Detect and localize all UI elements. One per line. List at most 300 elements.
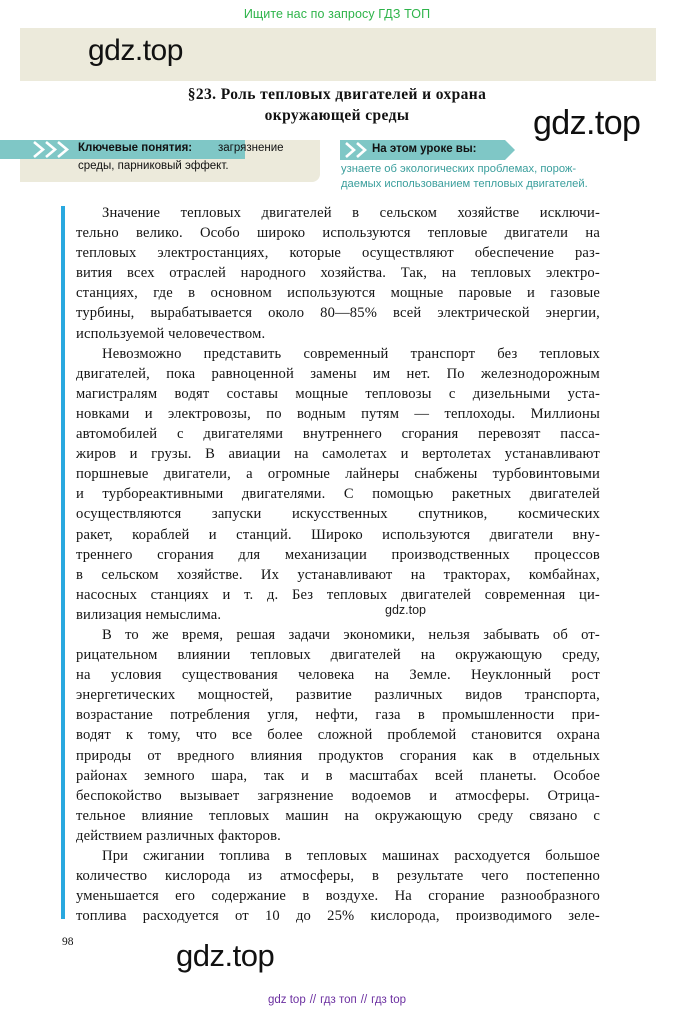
word: жиров: [76, 446, 117, 463]
word: сельском: [101, 566, 159, 583]
word: энергетических: [76, 687, 176, 704]
footer-link-2[interactable]: гдз топ: [320, 994, 357, 1006]
word: мощные: [295, 385, 349, 402]
word: транспорт: [410, 345, 476, 362]
word: кислорода: [165, 868, 231, 885]
word: на: [374, 667, 390, 684]
word: которые: [289, 245, 342, 262]
text-line: [76, 525, 600, 545]
watermark-middle: gdz.top: [385, 603, 427, 617]
word: вертолетах: [422, 446, 492, 463]
word: связано: [529, 807, 578, 824]
word: в: [325, 767, 333, 784]
word: кораблей: [132, 526, 190, 543]
word: так: [263, 767, 285, 784]
word: возрастание: [76, 707, 153, 724]
word: им: [372, 365, 391, 382]
word: сгорания: [157, 546, 214, 563]
key-concepts-label: Ключевые понятия:: [78, 142, 193, 154]
word: всей: [392, 305, 422, 322]
word: двигателями.: [241, 486, 326, 503]
word: для: [238, 546, 261, 563]
word: производственных: [391, 546, 510, 563]
text-line: используемой человечеством.: [76, 325, 266, 342]
word: двигатели: [504, 225, 569, 242]
word: где: [153, 285, 173, 302]
word: вну-: [572, 526, 600, 543]
word: из: [248, 868, 263, 885]
word: зеле-: [568, 908, 600, 925]
word: В: [102, 626, 112, 643]
word: то: [125, 626, 139, 643]
text-line: действием различных факторов.: [76, 827, 281, 844]
text-line: [76, 484, 600, 504]
word: треннего: [76, 546, 133, 563]
word: нет.: [406, 365, 431, 382]
word: районах: [76, 767, 128, 784]
word: железнодорожным: [481, 365, 600, 382]
word: двигателей: [529, 486, 600, 503]
word: до: [295, 908, 312, 925]
text-line: вилизация немыслима.: [76, 606, 222, 623]
word: влиянии: [177, 647, 231, 664]
word: электро-: [546, 265, 600, 282]
word: рост: [571, 667, 600, 684]
word: что: [195, 727, 217, 744]
word: по: [266, 405, 282, 422]
text-line: [76, 384, 600, 404]
word: Особо: [199, 225, 240, 242]
word: д.: [266, 586, 279, 603]
word: большое: [545, 848, 600, 864]
word: в: [284, 848, 292, 864]
word: тепловых: [76, 245, 137, 262]
word: тепловых: [539, 345, 600, 362]
word: водят: [76, 727, 111, 744]
key-concepts-text-line-1: загрязнение: [218, 142, 284, 154]
word: в: [509, 747, 517, 764]
word: сгорания: [401, 426, 459, 443]
word: отдельных: [532, 747, 600, 764]
word: Неуклонный: [470, 667, 552, 684]
word: поршневые: [76, 466, 149, 483]
lesson-goals-text-line-2: даемых использованием тепловых двигателей.: [341, 178, 588, 190]
word: около: [268, 305, 305, 322]
word: С: [343, 486, 354, 503]
word: тепловых: [209, 807, 270, 824]
word: масштабах: [349, 767, 419, 784]
word: насосных: [76, 586, 138, 603]
word: тельное: [76, 807, 126, 824]
word: экономики,: [343, 626, 416, 643]
word: комбайнах,: [528, 566, 600, 583]
word: уменьшается: [76, 888, 159, 905]
word: расходуется: [142, 908, 219, 925]
word: магистралям: [76, 385, 158, 402]
word: на: [294, 446, 309, 463]
word: потребления: [170, 707, 251, 724]
word: двигатели: [489, 526, 554, 543]
word: к: [125, 727, 134, 744]
word: Их: [260, 566, 280, 583]
word: влияния: [250, 747, 303, 764]
word: сгорание: [428, 888, 485, 905]
page-number: 98: [62, 936, 74, 948]
word: хозяйства.: [320, 265, 387, 282]
word: машин: [285, 807, 329, 824]
word: об: [552, 626, 568, 643]
word: шара,: [211, 767, 248, 784]
word: на: [585, 225, 600, 242]
word: энергии,: [545, 305, 600, 322]
word: тепловых: [306, 848, 368, 864]
text-line: [76, 665, 600, 685]
word: атмосферы,: [279, 868, 355, 885]
word: мощные: [390, 285, 444, 302]
word: паровые: [458, 285, 512, 302]
text-line: [76, 344, 600, 364]
word: процессов: [534, 546, 600, 563]
word: ракетных: [451, 486, 512, 503]
word: уста-: [567, 385, 600, 402]
word: тепловых: [326, 586, 388, 603]
text-line: [76, 685, 600, 705]
word: сжигании: [142, 848, 205, 864]
word: В: [205, 446, 215, 463]
word: угля,: [267, 707, 299, 724]
text-line: [76, 906, 600, 926]
word: современная: [484, 586, 566, 603]
word: проблемой: [387, 727, 457, 744]
word: сложной: [317, 727, 373, 744]
word: помощью: [372, 486, 434, 503]
text-line: [76, 565, 600, 585]
word: искусственных: [291, 506, 388, 523]
word: хозяйстве.: [177, 566, 243, 583]
word: электровозы,: [168, 405, 251, 422]
word: пока: [166, 365, 196, 382]
word: двигателей: [400, 586, 472, 603]
word: самолетах: [322, 446, 388, 463]
word: электростанциях,: [157, 245, 269, 262]
word: хозяйстве: [457, 205, 520, 221]
word: на: [420, 647, 436, 664]
text-line: [76, 545, 600, 565]
word: По: [446, 365, 465, 382]
word: обеспечение: [474, 245, 555, 262]
word: и: [222, 586, 231, 603]
word: равноценной: [211, 365, 294, 382]
word: велико.: [136, 225, 183, 242]
word: в: [76, 566, 84, 583]
word: рицательном: [76, 647, 158, 664]
word: тепловые: [427, 225, 488, 242]
word: космических: [517, 506, 600, 523]
text-line: [76, 786, 600, 806]
word: вырабатывается: [150, 305, 253, 322]
word: На: [394, 888, 412, 905]
word: 25%: [327, 908, 355, 925]
word: при-: [571, 707, 600, 724]
word: в: [352, 205, 360, 221]
word: теплоходы.: [444, 405, 516, 422]
word: снабжены: [414, 466, 478, 483]
word: среду,: [562, 647, 600, 664]
word: и: [208, 526, 217, 543]
word: а: [246, 466, 253, 483]
word: газа: [375, 707, 401, 724]
word: запуски: [211, 506, 262, 523]
word: на: [344, 807, 360, 824]
word: вития: [76, 265, 113, 282]
word: становится: [471, 727, 542, 744]
word: устанавливают: [297, 566, 393, 583]
word: развитие: [295, 687, 352, 704]
word: путям: [361, 405, 400, 422]
word: дизельными: [472, 385, 551, 402]
word: и: [76, 486, 84, 503]
word: водным: [296, 405, 346, 422]
word: автомобилей: [76, 426, 158, 443]
word: осуществляют: [362, 245, 454, 262]
word: устанавливают: [504, 446, 600, 463]
word: машинах: [382, 848, 440, 864]
section-title-line-2: окружающей среды: [264, 107, 410, 124]
word: сгорания: [399, 747, 457, 764]
word: продуктов: [318, 747, 384, 764]
word: тепловых: [180, 205, 242, 221]
word: в: [372, 868, 380, 885]
paragraph: [76, 846, 600, 926]
word: водят: [174, 385, 210, 402]
word: и: [129, 446, 138, 463]
word: лайнеры: [345, 466, 400, 483]
word: Значение: [102, 205, 161, 221]
word: народного: [240, 265, 306, 282]
word: представить: [203, 345, 282, 362]
word: турбореактивными: [102, 486, 224, 503]
word: всей: [434, 767, 464, 784]
word: все: [231, 727, 253, 744]
word: задачи: [288, 626, 331, 643]
word: транспорта,: [524, 687, 600, 704]
lesson-goals-label: На этом уроке вы:: [372, 143, 477, 155]
word: нефти,: [315, 707, 359, 724]
word: основном: [210, 285, 272, 302]
word: Широко: [311, 526, 363, 543]
word: турбовинтовыми: [492, 466, 600, 483]
word: двигателей,: [76, 365, 150, 382]
footer-links: [0, 994, 674, 1006]
word: нельзя: [428, 626, 470, 643]
word: как: [472, 747, 494, 764]
word: чего: [481, 868, 509, 885]
word: Без: [291, 586, 314, 603]
text-line: [76, 585, 600, 605]
word: его: [175, 888, 196, 905]
word: тепловых: [250, 647, 311, 664]
word: турбины,: [76, 305, 135, 322]
text-line: [76, 223, 600, 243]
word: Миллионы: [530, 405, 600, 422]
word: раз-: [574, 245, 600, 262]
word: среду: [477, 807, 514, 824]
word: сельском: [379, 205, 437, 221]
word: окружающую: [374, 807, 462, 824]
word: с: [593, 807, 600, 824]
text-line: [76, 866, 600, 886]
word: 10: [264, 908, 280, 925]
word: кислорода,: [370, 908, 440, 925]
text-line: [76, 504, 600, 524]
paragraph: [76, 203, 600, 344]
word: природы: [76, 747, 132, 764]
word: широко: [257, 225, 306, 242]
word: окружающую: [455, 647, 543, 664]
word: существования: [181, 667, 278, 684]
word: механизации: [284, 546, 367, 563]
word: перевозят: [478, 426, 541, 443]
word: ци-: [578, 586, 600, 603]
word: огромные: [267, 466, 331, 483]
text-line: [76, 846, 600, 866]
word: количество: [76, 868, 148, 885]
double-chevron-right-icon: [32, 140, 72, 159]
word: Невозможно: [102, 345, 182, 362]
word: атмосферы.: [455, 787, 530, 804]
word: и: [429, 787, 438, 804]
word: на: [441, 265, 457, 282]
text-line: [76, 424, 600, 444]
word: газовые: [550, 285, 600, 302]
word: двигателей: [330, 647, 401, 664]
word: грузы.: [151, 446, 192, 463]
word: постепенно: [526, 868, 600, 885]
word: осуществляются: [76, 506, 182, 523]
word: же: [152, 626, 169, 643]
word: 80—85%: [320, 305, 378, 322]
site-promo-banner: [0, 0, 674, 28]
left-accent-rule: [61, 206, 65, 919]
word: видов: [465, 687, 503, 704]
word: тепловых: [470, 265, 532, 282]
word: влияние: [141, 807, 194, 824]
word: тракторах,: [443, 566, 511, 583]
word: условия: [110, 667, 162, 684]
footer-link-1[interactable]: gdz top: [268, 994, 306, 1006]
word: тепловозы: [365, 385, 432, 402]
word: вредного: [177, 747, 235, 764]
text-line: [76, 625, 600, 645]
word: спутников,: [418, 506, 488, 523]
footer-separator-1: //: [309, 994, 317, 1006]
word: внутреннего: [302, 426, 382, 443]
word: вызывает: [179, 787, 240, 804]
word: станций.: [236, 526, 292, 543]
word: топлива: [219, 848, 270, 864]
section-title-line-1: §23. Роль тепловых двигателей и охрана: [187, 86, 487, 103]
word: с: [448, 385, 456, 402]
word: и: [144, 405, 153, 422]
word: пасса-: [560, 426, 600, 443]
word: от-: [581, 626, 600, 643]
text-line: [76, 766, 600, 786]
word: двигатели,: [163, 466, 231, 483]
text-line: [76, 303, 600, 323]
word: производимого: [455, 908, 553, 925]
word: без: [497, 345, 518, 362]
word: При: [102, 848, 129, 864]
word: беспокойство: [76, 787, 162, 804]
word: решая: [236, 626, 276, 643]
footer-separator-2: //: [360, 994, 368, 1006]
word: планеты.: [479, 767, 537, 784]
word: охрана: [556, 727, 600, 744]
word: используются: [382, 526, 471, 543]
word: разнообразного: [500, 888, 600, 905]
word: исключи-: [539, 205, 600, 221]
word: водоемов: [351, 787, 412, 804]
word: время,: [181, 626, 224, 643]
word: человека: [298, 667, 355, 684]
text-line: [76, 444, 600, 464]
watermark-top-right: gdz.top: [533, 104, 641, 142]
word: и: [400, 446, 409, 463]
word: авиации: [228, 446, 281, 463]
word: составы: [226, 385, 279, 402]
word: используются: [322, 225, 411, 242]
paragraph: [76, 625, 600, 846]
word: в: [302, 888, 310, 905]
word: электрической: [437, 305, 530, 322]
site-promo-text: Ищите нас по запросу ГДЗ ТОП: [243, 7, 431, 21]
watermark-bottom: gdz.top: [176, 938, 275, 973]
word: забывать: [483, 626, 540, 643]
text-line: [76, 806, 600, 826]
word: двигателями: [203, 426, 284, 443]
text-line: [76, 203, 600, 223]
word: более: [267, 727, 303, 744]
word: мощностей,: [197, 687, 274, 704]
text-line: [76, 404, 600, 424]
word: промышленности: [442, 707, 555, 724]
word: загрязнение: [257, 787, 334, 804]
word: расходуется: [454, 848, 531, 864]
word: станциях,: [76, 285, 138, 302]
word: топлива: [76, 908, 127, 925]
text-line: [76, 645, 600, 665]
word: от: [147, 747, 162, 764]
word: Так,: [400, 265, 428, 282]
text-line: [76, 243, 600, 263]
word: Особое: [553, 767, 600, 784]
word: на: [410, 566, 426, 583]
word: результате: [396, 868, 464, 885]
site-logo-watermark: gdz.top: [88, 34, 183, 67]
word: и: [301, 767, 310, 784]
word: от: [235, 908, 249, 925]
word: замены: [310, 365, 357, 382]
word: в: [188, 285, 196, 302]
word: содержание: [211, 888, 287, 905]
body-text-column: [76, 203, 600, 926]
word: тому,: [148, 727, 181, 744]
paragraph: [76, 344, 600, 625]
word: Отрица-: [547, 787, 600, 804]
text-line: [76, 464, 600, 484]
footer-link-3[interactable]: гдз top: [371, 994, 406, 1006]
text-line: [76, 886, 600, 906]
